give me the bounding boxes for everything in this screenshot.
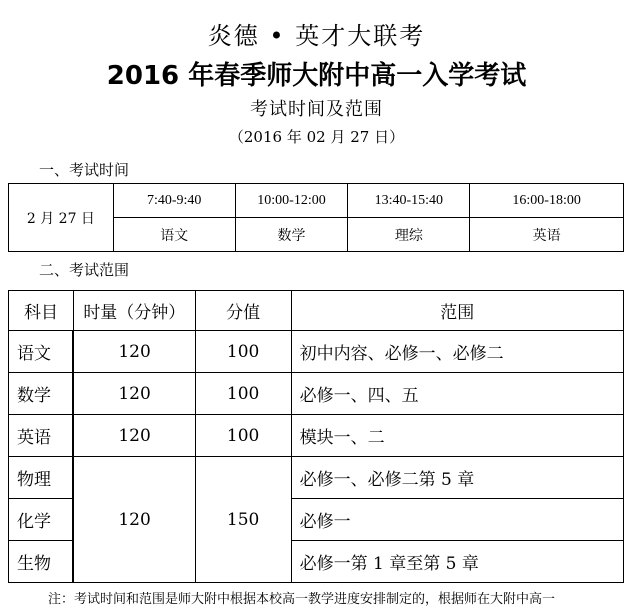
duration-cell-combined: 120 [73, 457, 195, 583]
header-scope: 范围 [291, 291, 623, 331]
slot-subject: 理综 [348, 218, 470, 252]
duration-cell: 120 [73, 415, 195, 457]
slot-subject: 英语 [470, 218, 624, 252]
duration-cell: 120 [73, 331, 195, 373]
scope-cell: 必修一第 1 章至第 5 章 [291, 541, 623, 583]
scope-cell: 模块一、二 [291, 415, 623, 457]
score-cell: 100 [195, 373, 291, 415]
scope-cell: 必修一 [291, 499, 623, 541]
exam-day: 2 月 27 日 [9, 184, 114, 252]
time-slot: 13:40-15:40 [348, 184, 470, 218]
time-slot: 7:40-9:40 [113, 184, 235, 218]
exam-title: 2016 年春季师大附中高一入学考试 [106, 61, 527, 91]
time-slot: 16:00-18:00 [470, 184, 624, 218]
score-cell-combined: 150 [195, 457, 291, 583]
exam-time-table [8, 183, 624, 252]
header-subject: 科目 [9, 291, 74, 331]
exam-scope-table [8, 290, 624, 583]
subject-cell: 物理 [9, 457, 74, 499]
table-row [9, 415, 624, 457]
exam-subtitle: 考试时间及范围 [250, 99, 383, 120]
scope-cell: 初中内容、必修一、必修二 [291, 331, 623, 373]
table-row [9, 331, 624, 373]
table-row [9, 373, 624, 415]
org-title: 炎德 • 英才大联考 [207, 22, 426, 50]
subject-cell: 语文 [9, 331, 74, 373]
scope-cell: 必修一、四、五 [291, 373, 623, 415]
header-score: 分值 [195, 291, 291, 331]
section-time-title: 一、考试时间 [39, 161, 130, 179]
slot-subject: 数学 [235, 218, 348, 252]
table-row [9, 457, 624, 499]
subject-cell: 生物 [9, 541, 74, 583]
subject-cell: 数学 [9, 373, 74, 415]
section-scope-title: 二、考试范围 [39, 261, 130, 279]
header-duration: 时量（分钟） [73, 291, 195, 331]
slot-subject: 语文 [113, 218, 235, 252]
footnote: 注：考试时间和范围是师大附中根据本校高一教学进度安排制定的，根据师在大附中高一 [48, 592, 556, 607]
score-cell: 100 [195, 415, 291, 457]
exam-date: （2016 年 02 月 27 日） [228, 128, 405, 146]
subject-cell: 英语 [9, 415, 74, 457]
score-cell: 100 [195, 331, 291, 373]
time-slot: 10:00-12:00 [235, 184, 348, 218]
duration-cell: 120 [73, 373, 195, 415]
scope-cell: 必修一、必修二第 5 章 [291, 457, 623, 499]
subject-cell: 化学 [9, 499, 74, 541]
